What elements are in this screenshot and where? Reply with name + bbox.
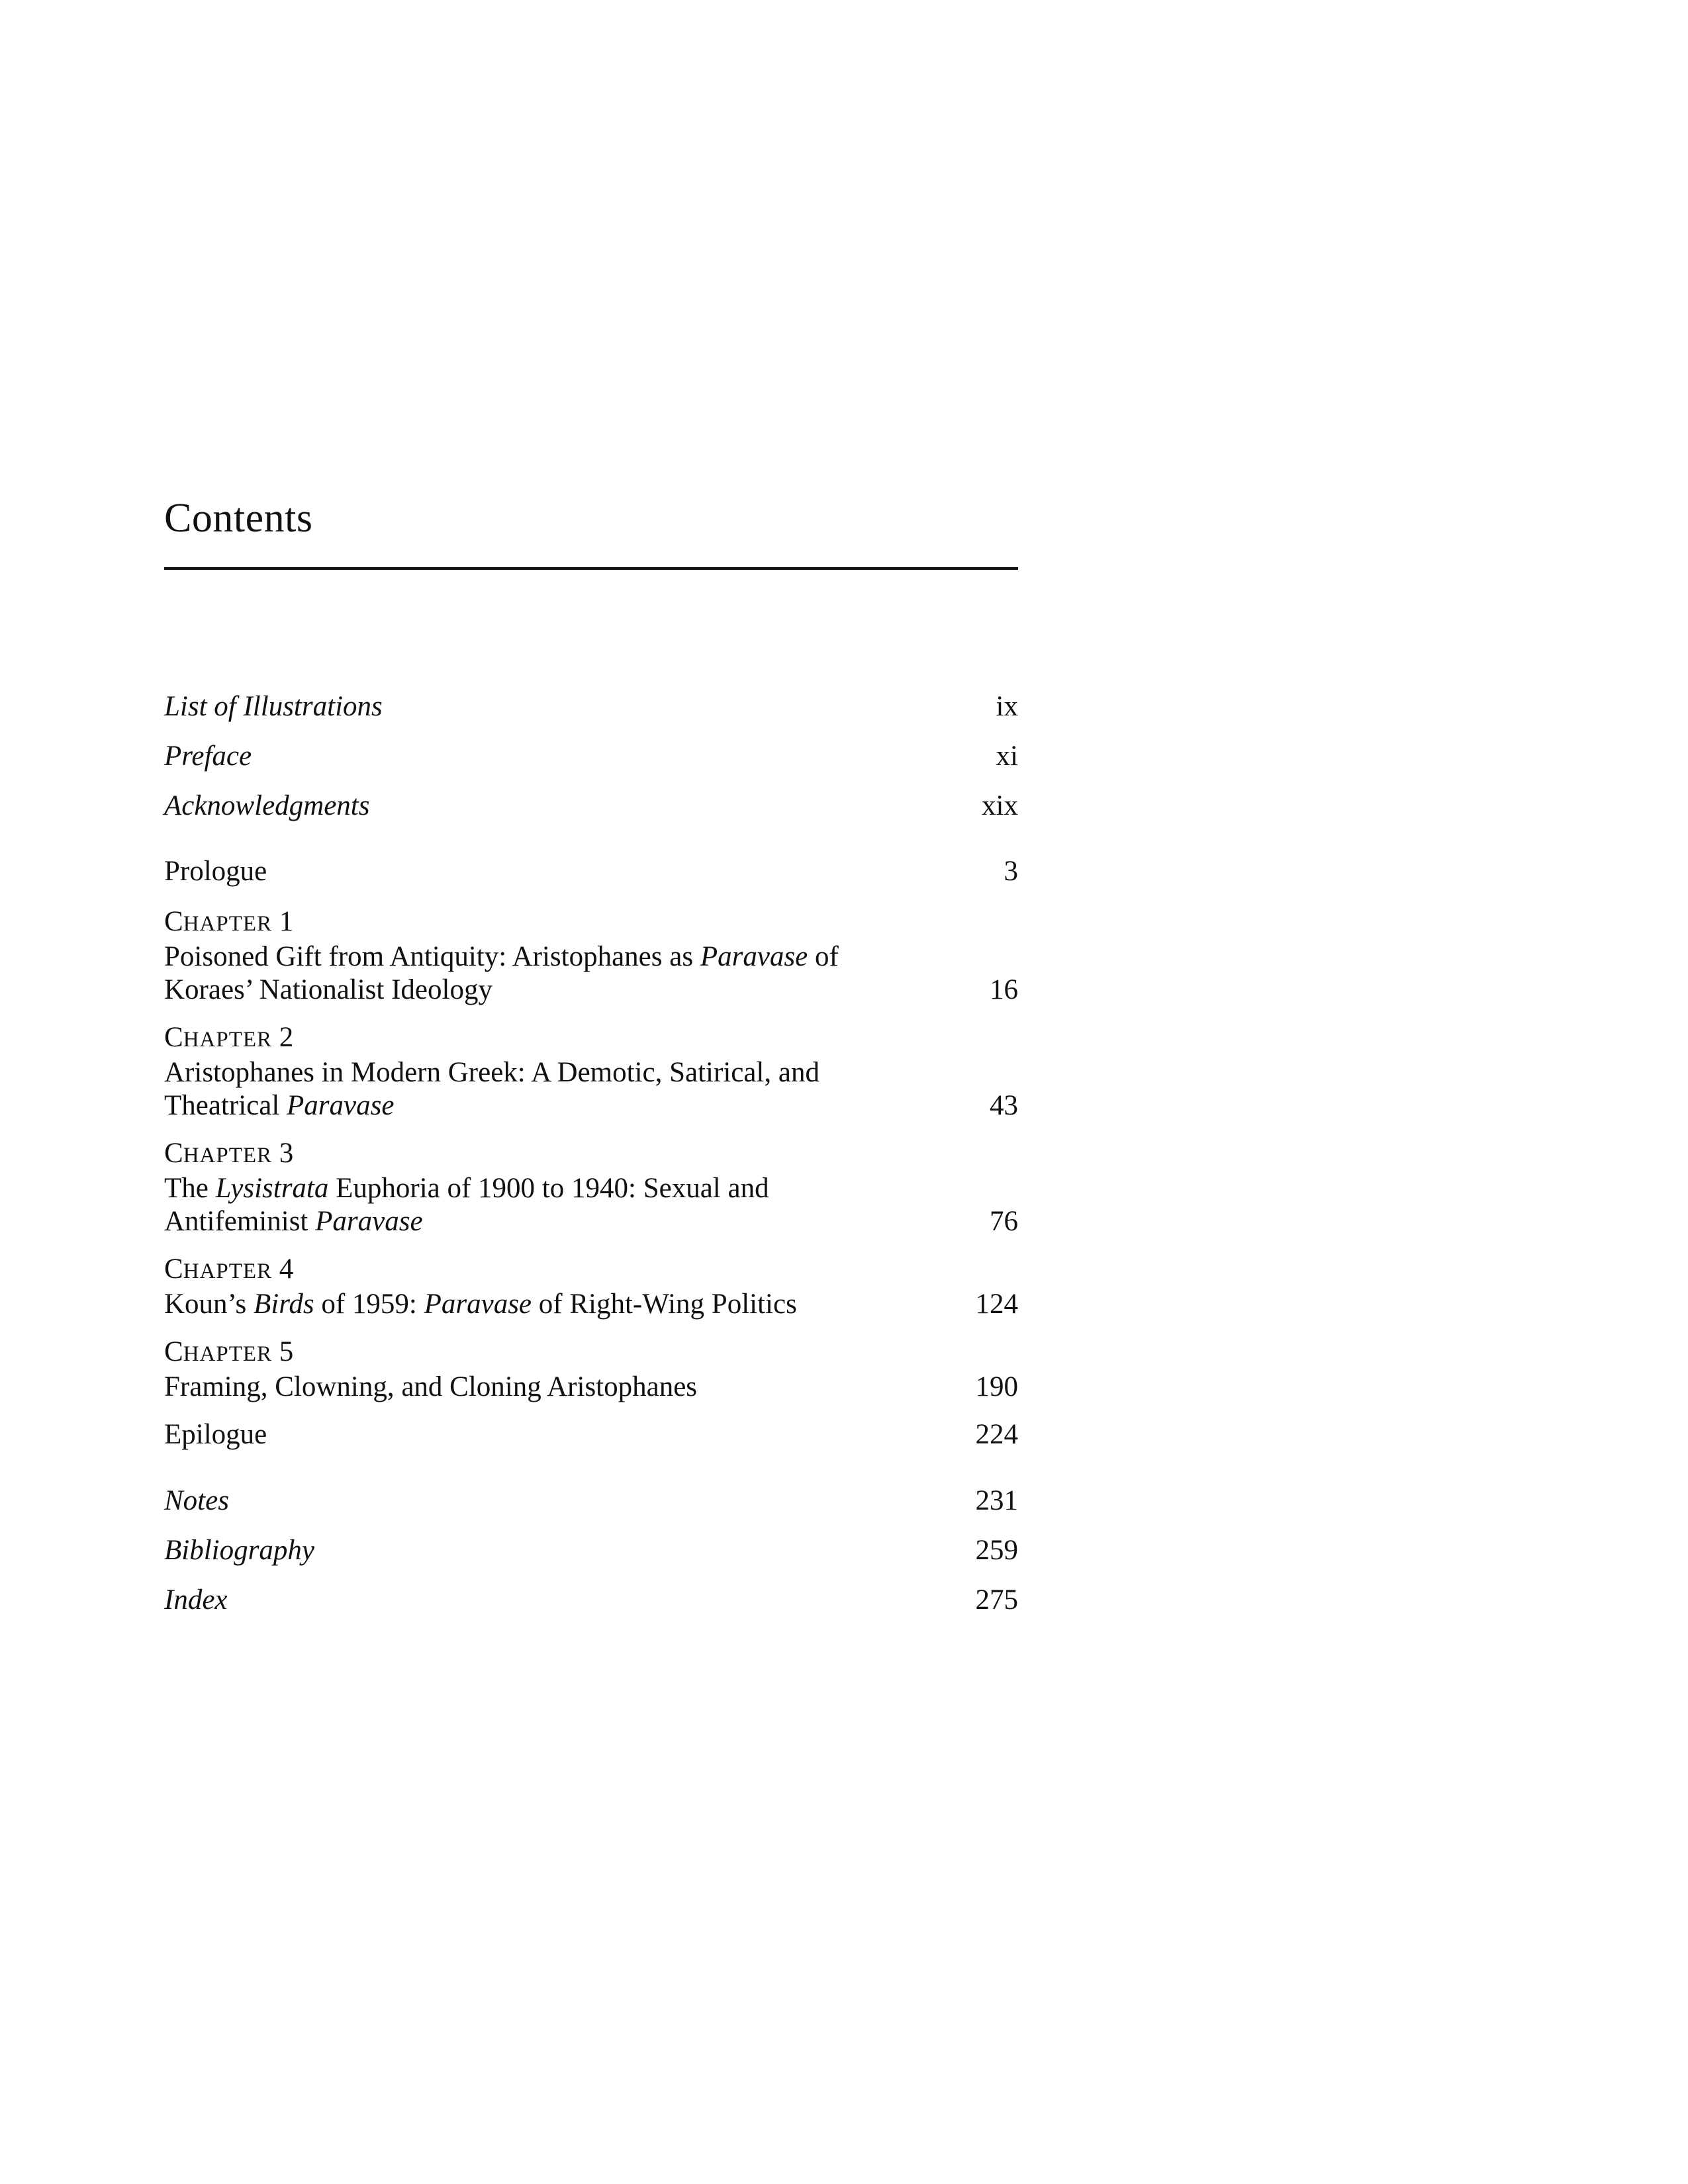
heading-rule <box>164 567 1018 570</box>
toc-entry-title: Notes <box>164 1485 229 1516</box>
toc-page-number: 231 <box>975 1485 1018 1516</box>
toc-entry-list-of-illustrations[interactable] <box>164 690 1018 723</box>
toc-page-number: xix <box>982 790 1018 821</box>
toc-page-number: 275 <box>975 1584 1018 1615</box>
toc-entry-title: Koun’s Birds of 1959: Paravase of Right-Wing Politics <box>164 1289 797 1320</box>
toc-entry-title: Bibliography <box>164 1535 314 1566</box>
toc-page-number: 124 <box>975 1289 1018 1320</box>
toc-page-number: 16 <box>990 974 1018 1005</box>
toc-entry-title: List of Illustrations <box>164 691 383 722</box>
toc-entry-title: Aristophanes in Modern Greek: A Demotic, Satirical, and Theatrical Paravase <box>164 1057 820 1121</box>
toc-page-number: 3 <box>1004 856 1018 887</box>
toc-page-number: ix <box>996 691 1018 722</box>
page-title: Contents <box>164 496 313 541</box>
chapter-label: CHAPTER 2 <box>164 1022 294 1053</box>
toc-page-number: xi <box>996 741 1018 772</box>
toc-entry-title: Preface <box>164 741 252 772</box>
toc-entry-prologue[interactable] <box>164 855 1018 888</box>
toc-page-number: 190 <box>975 1371 1018 1402</box>
toc-entry-notes[interactable] <box>164 1484 1018 1518</box>
toc-entry-title: Epilogue <box>164 1419 267 1450</box>
chapter-label: CHAPTER 4 <box>164 1253 294 1285</box>
toc-entry-title: Acknowledgments <box>164 790 370 821</box>
toc-entry-index[interactable] <box>164 1584 1018 1617</box>
toc-entry-chapter-1[interactable] <box>164 905 1018 1007</box>
toc-entry-chapter-4[interactable] <box>164 1253 1018 1321</box>
toc-entry-chapter-2[interactable] <box>164 1021 1018 1122</box>
toc-entry-title: The Lysistrata Euphoria of 1900 to 1940: Sexual and Antifeminist Paravase <box>164 1173 769 1237</box>
toc-entry-title: Framing, Clowning, and Cloning Aristophanes <box>164 1371 698 1402</box>
toc-page-number: 224 <box>975 1419 1018 1450</box>
toc-entry-epilogue[interactable] <box>164 1418 1018 1451</box>
chapter-label: CHAPTER 1 <box>164 906 294 937</box>
chapter-label: CHAPTER 5 <box>164 1336 294 1367</box>
toc-entry-bibliography[interactable] <box>164 1534 1018 1567</box>
toc-page-number: 43 <box>990 1090 1018 1121</box>
toc-entry-preface[interactable] <box>164 740 1018 773</box>
toc-entry-chapter-5[interactable] <box>164 1336 1018 1404</box>
toc-entry-title: Prologue <box>164 856 267 887</box>
toc-entry-title: Poisoned Gift from Antiquity: Aristophanes as Paravase of Koraes’ Nationalist Ideology <box>164 941 839 1005</box>
toc-page-number: 76 <box>990 1206 1018 1237</box>
toc-page-number: 259 <box>975 1535 1018 1566</box>
toc-entry-chapter-3[interactable] <box>164 1137 1018 1238</box>
toc-entry-title: Index <box>164 1584 228 1615</box>
toc-entry-acknowledgments[interactable] <box>164 790 1018 823</box>
chapter-label: CHAPTER 3 <box>164 1138 294 1169</box>
